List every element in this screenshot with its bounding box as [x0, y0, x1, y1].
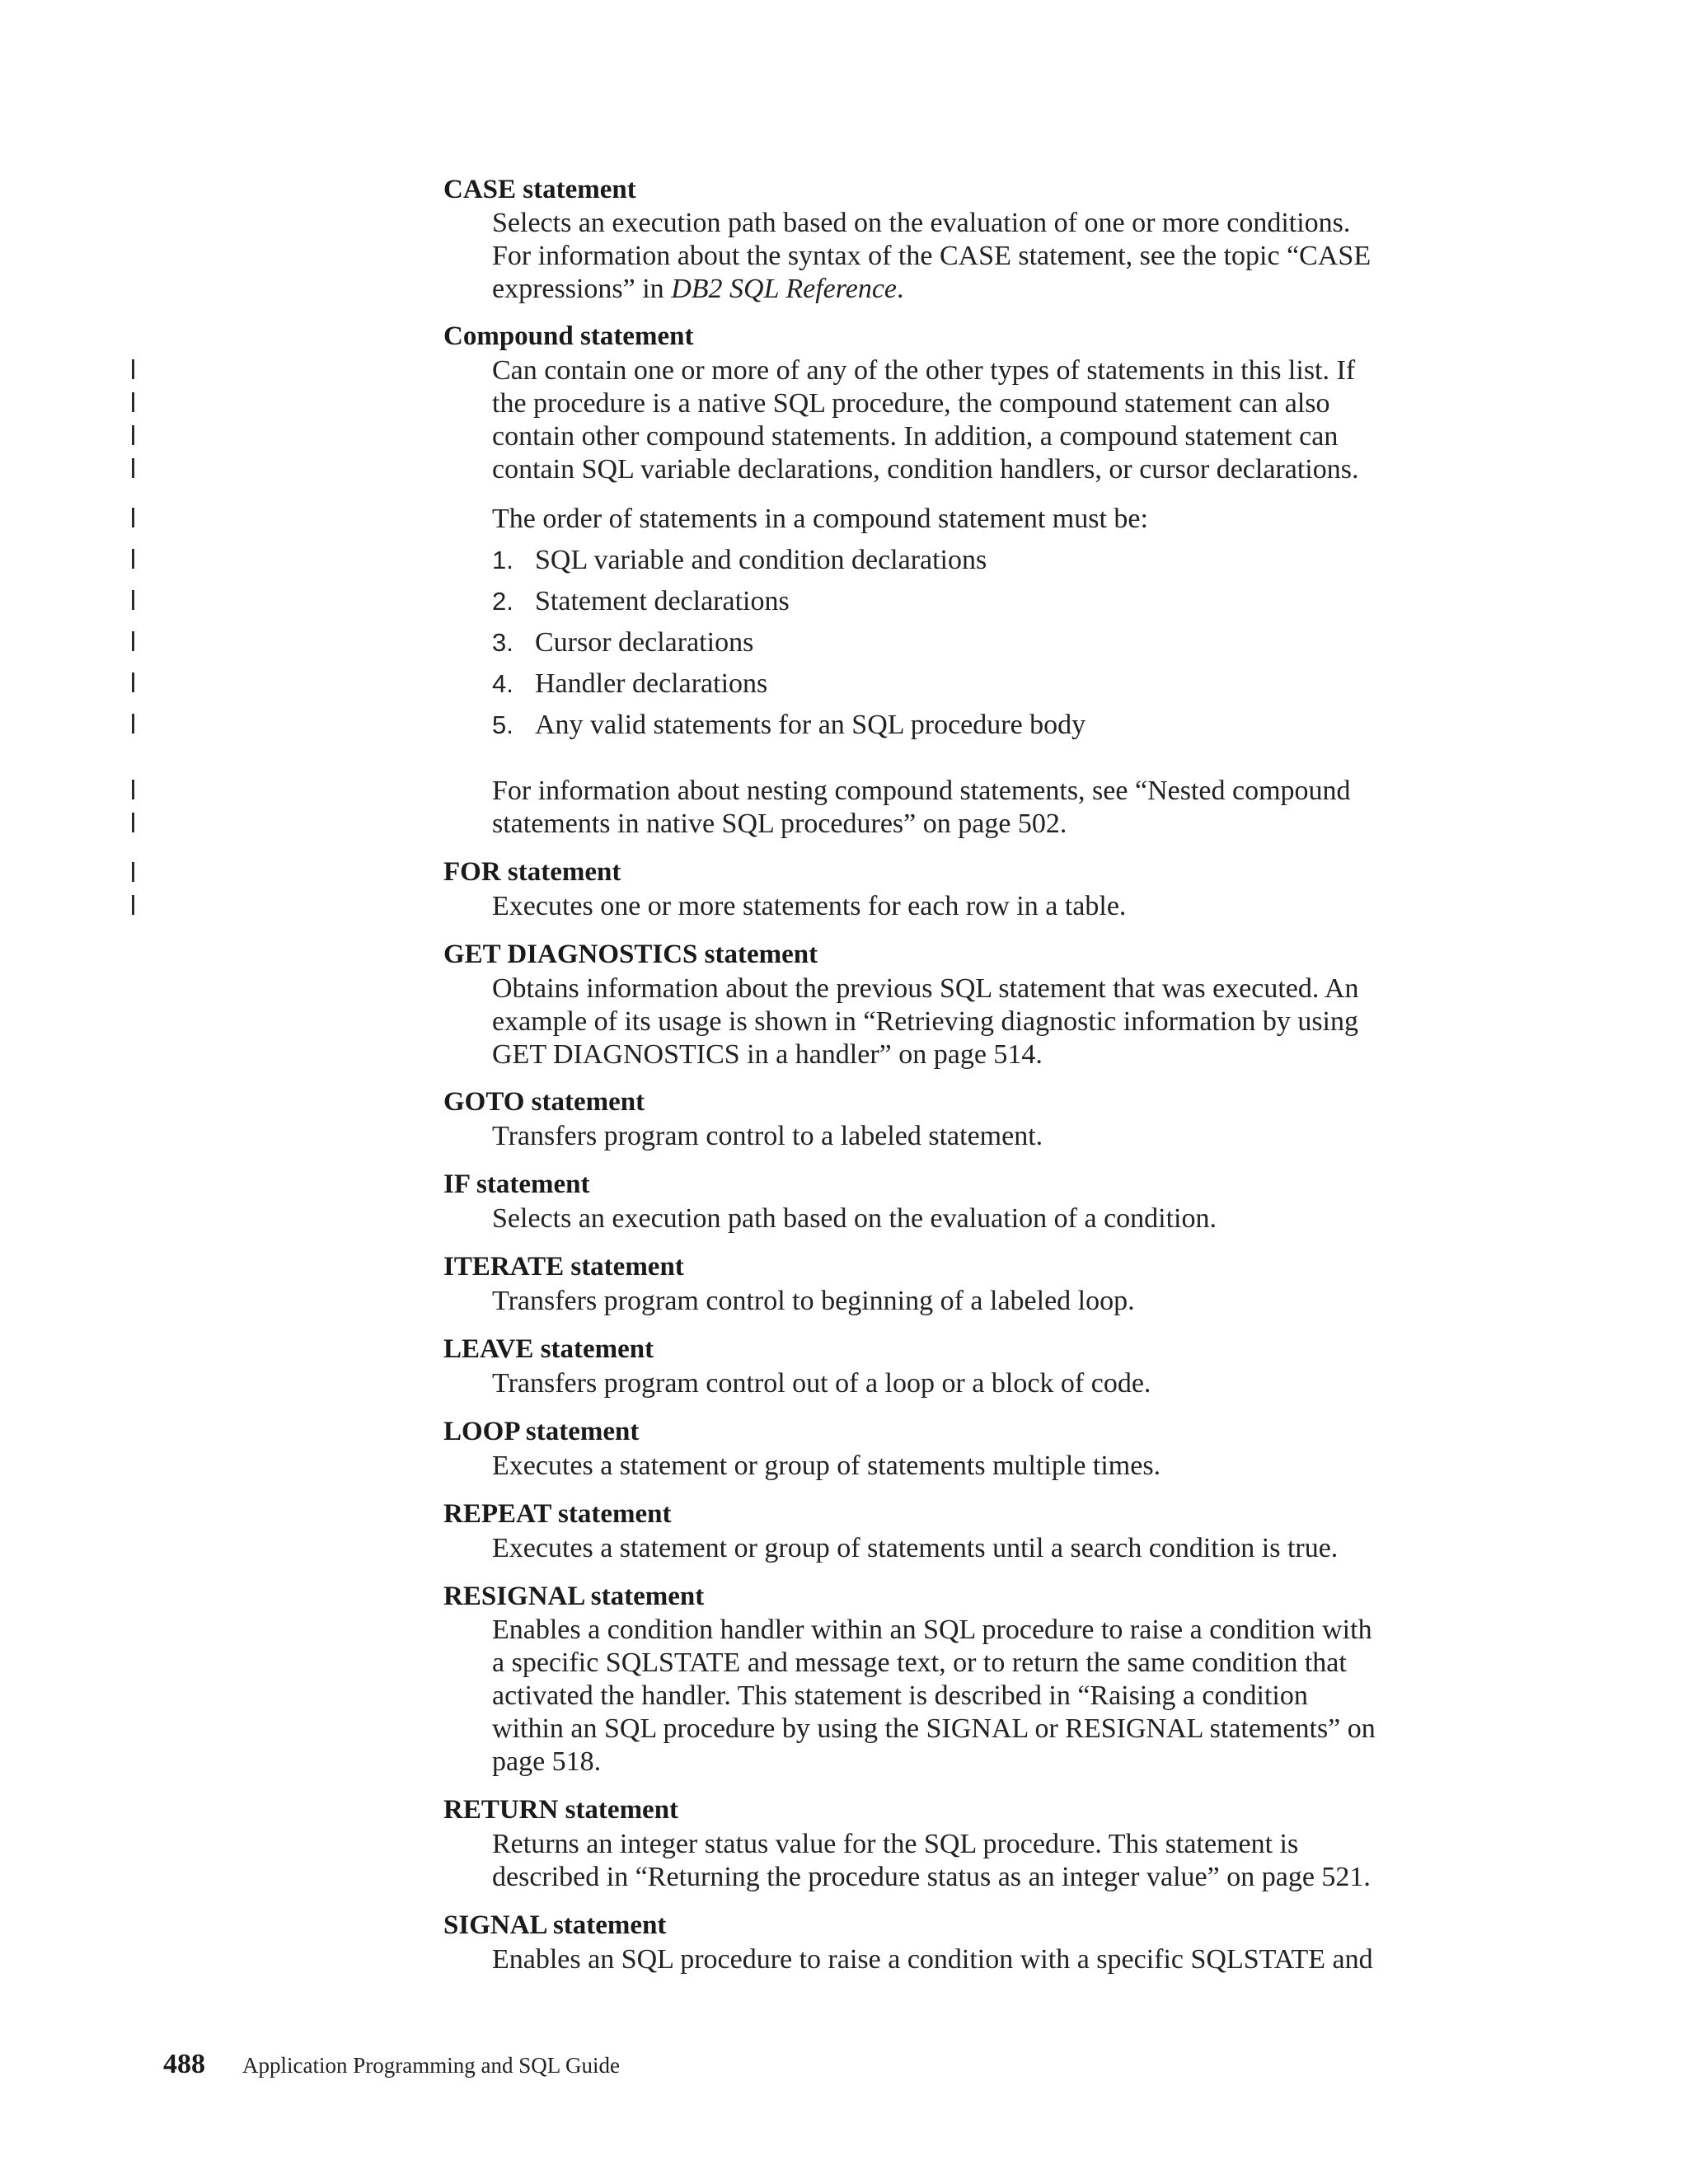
change-bar: [132, 813, 134, 832]
entry-description-line: Transfers program control to beginning of a labeled loop.: [492, 1286, 1135, 1316]
list-item: [492, 629, 753, 657]
entry-description-line: the procedure is a native SQL procedure, the compound statement can also: [492, 388, 1330, 419]
entry-term: Compound statement: [443, 321, 694, 351]
entry-description-line: [492, 275, 904, 303]
entry-term: GOTO statement: [443, 1087, 645, 1117]
entry-term: ITERATE statement: [443, 1252, 684, 1282]
change-bar: [132, 590, 134, 610]
entry-description-line: contain other compound statements. In addition, a compound statement can: [492, 421, 1339, 452]
change-bar: [132, 392, 134, 412]
list-item: [492, 588, 790, 616]
list-item-text: Handler declarations: [535, 668, 768, 699]
entry-description-line: Executes a statement or group of statements multiple times.: [492, 1451, 1161, 1481]
change-bar: [132, 780, 134, 799]
entry-description-line: Transfers program control out of a loop or a block of code.: [492, 1368, 1151, 1399]
entry-description-line: Executes one or more statements for each row in a table.: [492, 891, 1127, 921]
entry-description-line: contain SQL variable declarations, condition handlers, or cursor declarations.: [492, 454, 1359, 485]
entry-description-line: page 518.: [492, 1746, 602, 1777]
entry-term: GET DIAGNOSTICS statement: [443, 940, 818, 969]
entry-description-line: within an SQL procedure by using the SIGNAL or RESIGNAL statements” on: [492, 1713, 1376, 1744]
text-fragment: .: [897, 274, 904, 304]
entry-term: REPEAT statement: [443, 1499, 672, 1529]
entry-description-line: Executes a statement or group of statements until a search condition is true.: [492, 1533, 1339, 1563]
book-title: Application Programming and SQL Guide: [242, 2053, 620, 2078]
entry-description-line: Can contain one or more of any of the other types of statements in this list. If: [492, 355, 1356, 386]
entry-description-line: Transfers program control to a labeled statement.: [492, 1121, 1043, 1151]
list-item: [492, 546, 987, 574]
nesting-note-line: For information about nesting compound statements, see “Nested compound: [492, 776, 1351, 806]
list-item-number: 3.: [492, 628, 513, 657]
nesting-note-line: statements in native SQL procedures” on page 502.: [492, 808, 1067, 839]
change-bar: [132, 862, 134, 882]
change-bar: [132, 714, 134, 733]
list-item-number: 2.: [492, 587, 513, 616]
list-item-text: SQL variable and condition declarations: [535, 545, 987, 575]
list-item-number: 4.: [492, 669, 513, 698]
entry-term: LOOP statement: [443, 1417, 640, 1446]
change-bar: [132, 673, 134, 692]
list-item: [492, 711, 1085, 739]
list-item-number: 1.: [492, 546, 513, 574]
list-item-text: Any valid statements for an SQL procedure body: [535, 710, 1086, 740]
entry-term: IF statement: [443, 1169, 590, 1199]
entry-term: SIGNAL statement: [443, 1910, 667, 1940]
entry-description-line: a specific SQLSTATE and message text, or to return the same condition that: [492, 1647, 1347, 1678]
list-item-text: Statement declarations: [535, 586, 790, 616]
entry-description-line: activated the handler. This statement is described in “Raising a condition: [492, 1680, 1308, 1711]
entry-description-line: For information about the syntax of the CASE statement, see the topic “CASE: [492, 241, 1372, 271]
entry-term: RESIGNAL statement: [443, 1582, 705, 1611]
entry-term: RETURN statement: [443, 1795, 679, 1825]
entry-description-line: GET DIAGNOSTICS in a handler” on page 514.: [492, 1039, 1043, 1070]
entry-description-line: described in “Returning the procedure status as an integer value” on page 521.: [492, 1862, 1371, 1892]
entry-description-line: Selects an execution path based on the evaluation of one or more conditions.: [492, 208, 1351, 238]
change-bar: [132, 549, 134, 569]
entry-description-line: Enables a condition handler within an SQL procedure to raise a condition with: [492, 1615, 1372, 1645]
entry-term: FOR statement: [443, 857, 621, 887]
change-bar: [132, 631, 134, 651]
entry-term: LEAVE statement: [443, 1334, 654, 1364]
entry-description-line: Selects an execution path based on the evaluation of a condition.: [492, 1203, 1217, 1234]
entry-term: CASE statement: [443, 175, 636, 204]
change-bar: [132, 458, 134, 478]
book-reference: DB2 SQL Reference: [671, 274, 897, 304]
entry-description-line: Enables an SQL procedure to raise a condition with a specific SQLSTATE and: [492, 1944, 1373, 1975]
change-bar: [132, 359, 134, 379]
entry-description-line: Returns an integer status value for the SQL procedure. This statement is: [492, 1829, 1299, 1859]
change-bar: [132, 895, 134, 915]
order-intro: The order of statements in a compound statement must be:: [492, 504, 1148, 534]
list-item-number: 5.: [492, 710, 513, 739]
change-bar: [132, 425, 134, 445]
change-bar: [132, 508, 134, 527]
list-item-text: Cursor declarations: [535, 627, 754, 658]
page-number: 488: [163, 2049, 205, 2079]
entry-description-line: Obtains information about the previous SQL statement that was executed. An: [492, 973, 1359, 1004]
entry-description-line: example of its usage is shown in “Retrieving diagnostic information by using: [492, 1006, 1358, 1037]
list-item: [492, 670, 767, 698]
text-fragment: expressions” in: [492, 274, 672, 304]
